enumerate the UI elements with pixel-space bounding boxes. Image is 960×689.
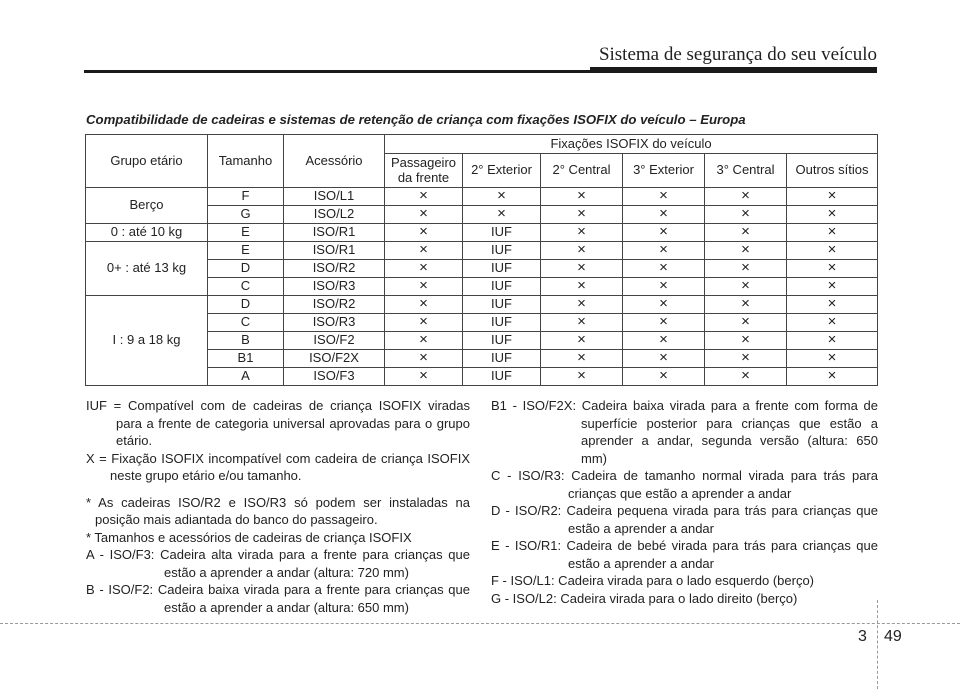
size-cell: C [208, 278, 284, 296]
incompatible-cell: × [787, 260, 878, 278]
header-rule [84, 70, 877, 73]
iuf-cell: IUF [463, 314, 541, 332]
incompatible-cell: × [787, 332, 878, 350]
incompatible-cell: × [385, 278, 463, 296]
header-2cen: 2° Central [541, 154, 623, 188]
incompatible-cell: × [385, 242, 463, 260]
incompatible-cell: × [385, 332, 463, 350]
incompatible-cell: × [463, 188, 541, 206]
header-group: Grupo etário [86, 135, 208, 188]
group-cell: I : 9 a 18 kg [86, 296, 208, 386]
incompatible-cell: × [787, 242, 878, 260]
note-iuf: IUF = Compatível com de cadeiras de criança ISOFIX viradas para a frente de categoria universal aprovadas para o grupo etário. [86, 398, 470, 448]
incompatible-cell: × [705, 314, 787, 332]
page-header-title: Sistema de segurança do seu veículo [598, 44, 877, 65]
incompatible-cell: × [541, 332, 623, 350]
accessory-cell: ISO/R3 [284, 278, 385, 296]
table-row [86, 242, 878, 260]
accessory-cell: ISO/L2 [284, 206, 385, 224]
note-e: E - ISO/R1: Cadeira de bebé virada para trás para crianças que estão a aprender a andar [491, 538, 878, 571]
accessory-cell: ISO/F2 [284, 332, 385, 350]
iuf-cell: IUF [463, 242, 541, 260]
incompatible-cell: × [623, 314, 705, 332]
size-cell: B [208, 332, 284, 350]
header-accessory: Acessório [284, 135, 385, 188]
incompatible-cell: × [705, 368, 787, 386]
incompatible-cell: × [787, 368, 878, 386]
size-cell: G [208, 206, 284, 224]
size-cell: A [208, 368, 284, 386]
incompatible-cell: × [385, 206, 463, 224]
incompatible-cell: × [787, 278, 878, 296]
incompatible-cell: × [705, 242, 787, 260]
accessory-cell: ISO/R3 [284, 314, 385, 332]
note-b: B - ISO/F2: Cadeira baixa virada para a frente para crianças que estão a aprender a andar (altura: 650 mm) [86, 582, 470, 615]
incompatible-cell: × [541, 350, 623, 368]
incompatible-cell: × [463, 206, 541, 224]
incompatible-cell: × [623, 260, 705, 278]
incompatible-cell: × [385, 350, 463, 368]
incompatible-cell: × [541, 224, 623, 242]
accessory-cell: ISO/F3 [284, 368, 385, 386]
accessory-cell: ISO/R2 [284, 296, 385, 314]
incompatible-cell: × [787, 314, 878, 332]
header-other: Outros sítios [787, 154, 878, 188]
note-a: A - ISO/F3: Cadeira alta virada para a frente para crianças que estão a aprender a andar (altura: 720 mm) [86, 547, 470, 580]
incompatible-cell: × [787, 206, 878, 224]
footer-divider [877, 600, 878, 689]
size-cell: C [208, 314, 284, 332]
header-isofix: Fixações ISOFIX do veículo [385, 135, 878, 154]
table-row [86, 224, 878, 242]
size-cell: B1 [208, 350, 284, 368]
table-row [86, 188, 878, 206]
footer-rule [0, 623, 960, 624]
section-title: Compatibilidade de cadeiras e sistemas de retenção de criança com fixações ISOFIX do veículo – Europa [86, 112, 746, 127]
iuf-cell: IUF [463, 224, 541, 242]
page-number: 49 [884, 628, 902, 645]
chapter-number: 3 [858, 628, 867, 645]
incompatible-cell: × [623, 368, 705, 386]
incompatible-cell: × [385, 188, 463, 206]
note-f: F - ISO/L1: Cadeira virada para o lado esquerdo (berço) [491, 573, 815, 588]
size-cell: E [208, 242, 284, 260]
incompatible-cell: × [705, 224, 787, 242]
header-3ext: 3° Exterior [623, 154, 705, 188]
incompatible-cell: × [385, 368, 463, 386]
note-g: G - ISO/L2: Cadeira virada para o lado direito (berço) [491, 590, 798, 606]
header-2ext: 2° Exterior [463, 154, 541, 188]
size-cell: D [208, 260, 284, 278]
iuf-cell: IUF [463, 260, 541, 278]
incompatible-cell: × [787, 296, 878, 314]
incompatible-cell: × [623, 278, 705, 296]
group-cell: 0 : até 10 kg [86, 224, 208, 242]
note-c: C - ISO/R3: Cadeira de tamanho normal virada para trás para crianças que estão a aprender a andar [491, 468, 878, 501]
incompatible-cell: × [623, 242, 705, 260]
incompatible-cell: × [705, 296, 787, 314]
incompatible-cell: × [385, 224, 463, 242]
incompatible-cell: × [705, 206, 787, 224]
size-cell: E [208, 224, 284, 242]
incompatible-cell: × [623, 206, 705, 224]
accessory-cell: ISO/L1 [284, 188, 385, 206]
iuf-cell: IUF [463, 332, 541, 350]
incompatible-cell: × [705, 332, 787, 350]
incompatible-cell: × [385, 260, 463, 278]
note-x: X = Fixação ISOFIX incompatível com cadeira de criança ISOFIX neste grupo etário e/ou tamanho. [86, 450, 470, 483]
incompatible-cell: × [623, 188, 705, 206]
incompatible-cell: × [385, 314, 463, 332]
size-cell: D [208, 296, 284, 314]
incompatible-cell: × [541, 314, 623, 332]
incompatible-cell: × [623, 296, 705, 314]
incompatible-cell: × [541, 368, 623, 386]
header-size: Tamanho [208, 135, 284, 188]
note-d: D - ISO/R2: Cadeira pequena virada para trás para crianças que estão a aprender a andar [491, 503, 878, 536]
iuf-cell: IUF [463, 296, 541, 314]
notes-right [491, 397, 878, 607]
notes-left [86, 397, 470, 616]
group-cell: 0+ : até 13 kg [86, 242, 208, 296]
incompatible-cell: × [623, 224, 705, 242]
table-body [86, 188, 878, 386]
note-b1: B1 - ISO/F2X: Cadeira baixa virada para a frente com forma de superfície posterior para crianças que estão a aprender a andar, segunda versão (altura: 650 mm) [491, 398, 878, 466]
incompatible-cell: × [623, 332, 705, 350]
incompatible-cell: × [787, 188, 878, 206]
incompatible-cell: × [541, 260, 623, 278]
incompatible-cell: × [541, 296, 623, 314]
group-cell: Berço [86, 188, 208, 224]
incompatible-cell: × [541, 188, 623, 206]
note-star-sizes: * Tamanhos e acessórios de cadeiras de criança ISOFIX [86, 529, 412, 545]
accessory-cell: ISO/F2X [284, 350, 385, 368]
isofix-compatibility-table [85, 134, 878, 386]
incompatible-cell: × [705, 350, 787, 368]
incompatible-cell: × [787, 224, 878, 242]
iuf-cell: IUF [463, 368, 541, 386]
incompatible-cell: × [787, 350, 878, 368]
accessory-cell: ISO/R1 [284, 224, 385, 242]
size-cell: F [208, 188, 284, 206]
header-passenger: Passageiro da frente [385, 154, 463, 188]
incompatible-cell: × [705, 260, 787, 278]
iuf-cell: IUF [463, 350, 541, 368]
accessory-cell: ISO/R2 [284, 260, 385, 278]
incompatible-cell: × [385, 296, 463, 314]
table-row [86, 296, 878, 314]
header-3cen: 3° Central [705, 154, 787, 188]
incompatible-cell: × [541, 206, 623, 224]
note-star-r2-r3: * As cadeiras ISO/R2 e ISO/R3 só podem ser instaladas na posição mais adiantada do banco do passageiro. [86, 494, 470, 527]
accessory-cell: ISO/R1 [284, 242, 385, 260]
incompatible-cell: × [705, 278, 787, 296]
incompatible-cell: × [623, 350, 705, 368]
incompatible-cell: × [541, 242, 623, 260]
incompatible-cell: × [705, 188, 787, 206]
incompatible-cell: × [541, 278, 623, 296]
iuf-cell: IUF [463, 278, 541, 296]
